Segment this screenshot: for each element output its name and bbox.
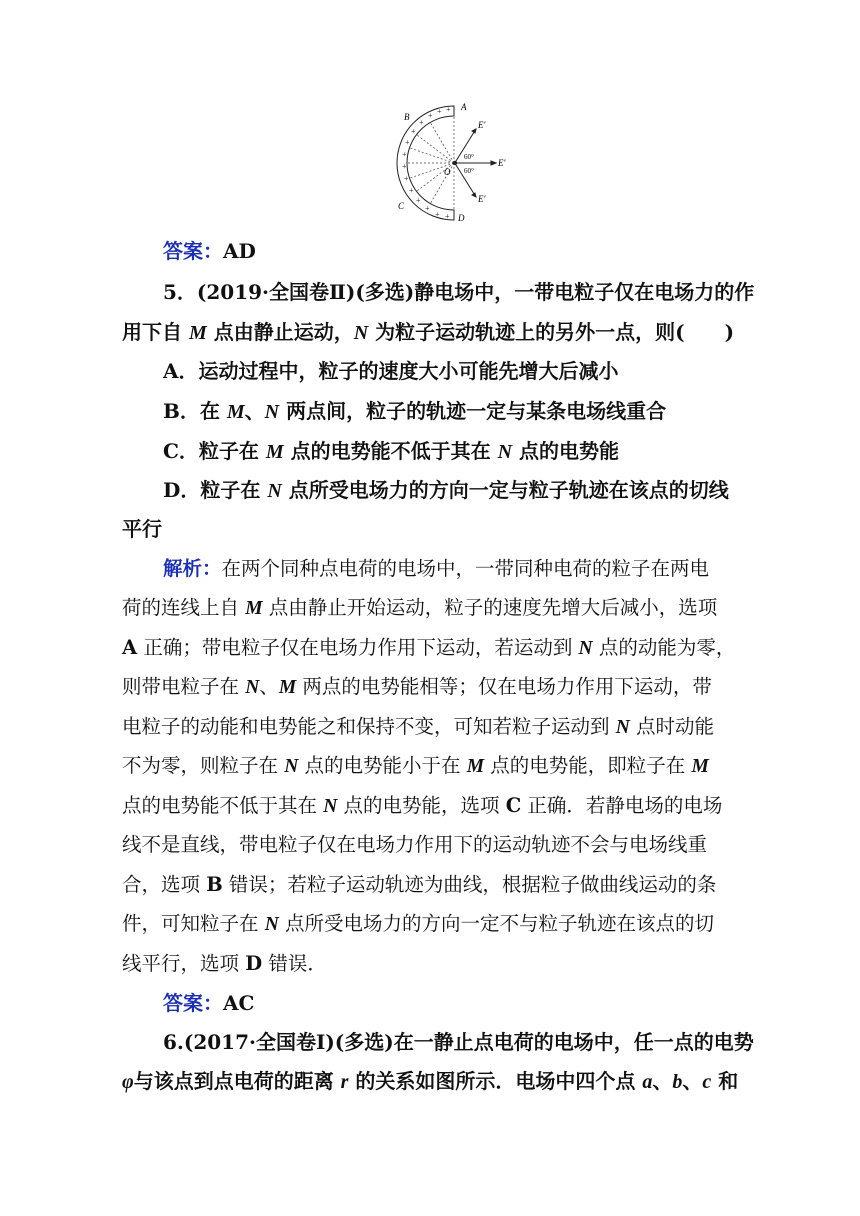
q5-option-b: B．在 M、N 两点间，粒子的轨迹一定与某条电场线重合: [163, 399, 667, 423]
q5-option-d: D．粒子在 N 点所受电场力的方向一定与粒子轨迹在该点的切线: [163, 478, 729, 502]
label-E-lower: E′: [478, 194, 486, 204]
explanation-label: 解析：: [163, 557, 222, 580]
center-dot: [453, 161, 457, 165]
svg-text:+: +: [428, 111, 433, 120]
q5-option-a: A．运动过程中，粒子的速度大小可能先增大后减小: [163, 359, 619, 383]
label-D: D: [458, 213, 465, 223]
svg-text:+: +: [416, 196, 421, 205]
label-E-right: E′: [498, 158, 506, 168]
svg-text:+: +: [411, 127, 416, 136]
q5-stem-line2: 用下自 M 点由静止运动，N 为粒子运动轨迹上的另外一点，则( ): [122, 320, 735, 344]
q5-option-c: C．粒子在 M 点的电势能不低于其在 N 点的电势能: [163, 439, 620, 463]
svg-text:+: +: [425, 204, 430, 213]
answer-value: AD: [223, 239, 256, 263]
label-O: O: [444, 167, 451, 177]
answer-value: AC: [223, 991, 255, 1015]
svg-text:+: +: [419, 118, 424, 127]
explanation-line-10: 件，可知粒子在 N 点所受电场力的方向一定不与粒子轨迹在该点的切: [122, 912, 714, 935]
svg-text:+: +: [446, 105, 451, 114]
explanation-line-8: 线不是直线，带电粒子仅在电场力作用下的运动轨迹不会与电场线重: [122, 833, 708, 856]
q6-stem-line2: φ与该点到点电荷的距离 r 的关系如图所示．电场中四个点 a、b、c 和: [122, 1069, 739, 1093]
label-A: A: [461, 102, 467, 112]
svg-text:+: +: [405, 138, 410, 147]
explanation-line-3: A 正确；带电粒子仅在电场力作用下运动，若运动到 N 点的动能为零，: [122, 636, 736, 659]
answer-label: 答案：: [163, 239, 223, 263]
svg-text:+: +: [437, 107, 442, 116]
semicircle-charge-figure: [388, 100, 520, 226]
explanation-line-11: 线平行，选项 D 错误．: [122, 952, 327, 975]
explanation-line-7: 点的电势能不低于其在 N 点的电势能，选项 C 正确．若静电场的电场: [122, 794, 723, 817]
label-B: B: [404, 112, 410, 122]
answer-label: 答案：: [163, 991, 223, 1015]
label-C: C: [398, 201, 405, 211]
svg-text:+: +: [435, 210, 440, 219]
explanation-line-9: 合，选项 B 错误；若粒子运动轨迹为曲线，根据粒子做曲线运动的条: [122, 873, 717, 896]
answer-line-2: [163, 989, 254, 1017]
label-E-upper: E′: [478, 120, 486, 130]
svg-text:+: +: [402, 150, 407, 159]
angle-upper: 60°: [464, 153, 474, 161]
svg-text:+: +: [409, 186, 414, 195]
field-arrows: [456, 129, 496, 197]
explanation-line-6: 不为零，则粒子在 N 点的电势能小于在 M 点的电势能，即粒子在 M: [122, 754, 709, 777]
q6-stem-line1: 6.(2017·全国卷Ⅰ)(多选)在一静止点电荷的电场中，任一点的电势: [163, 1030, 754, 1054]
q5-option-d-cont: 平行: [122, 517, 162, 541]
q5-stem-line1: 5．(2019·全国卷Ⅱ)(多选)静电场中，一带电粒子仅在电场力的作: [163, 280, 755, 304]
answer-line-1: [163, 237, 256, 265]
explanation-line-2: 荷的连线上自 M 点由静止开始运动，粒子的速度先增大后减小，选项: [122, 596, 718, 619]
svg-text:+: +: [404, 174, 409, 183]
angle-lower: 60°: [464, 167, 474, 175]
explanation-line-1: 解析：在两个同种点电荷的电场中，一带同种电荷的粒子在两电: [163, 557, 710, 580]
svg-text:+: +: [445, 212, 450, 221]
svg-text:+: +: [402, 162, 407, 171]
explanation-line-4: 则带电粒子在 N、M 两点的电势能相等；仅在电场力作用下运动，带: [122, 675, 712, 698]
explanation-line-5: 电粒子的动能和电势能之和保持不变，可知若粒子运动到 N 点时动能: [122, 715, 714, 738]
